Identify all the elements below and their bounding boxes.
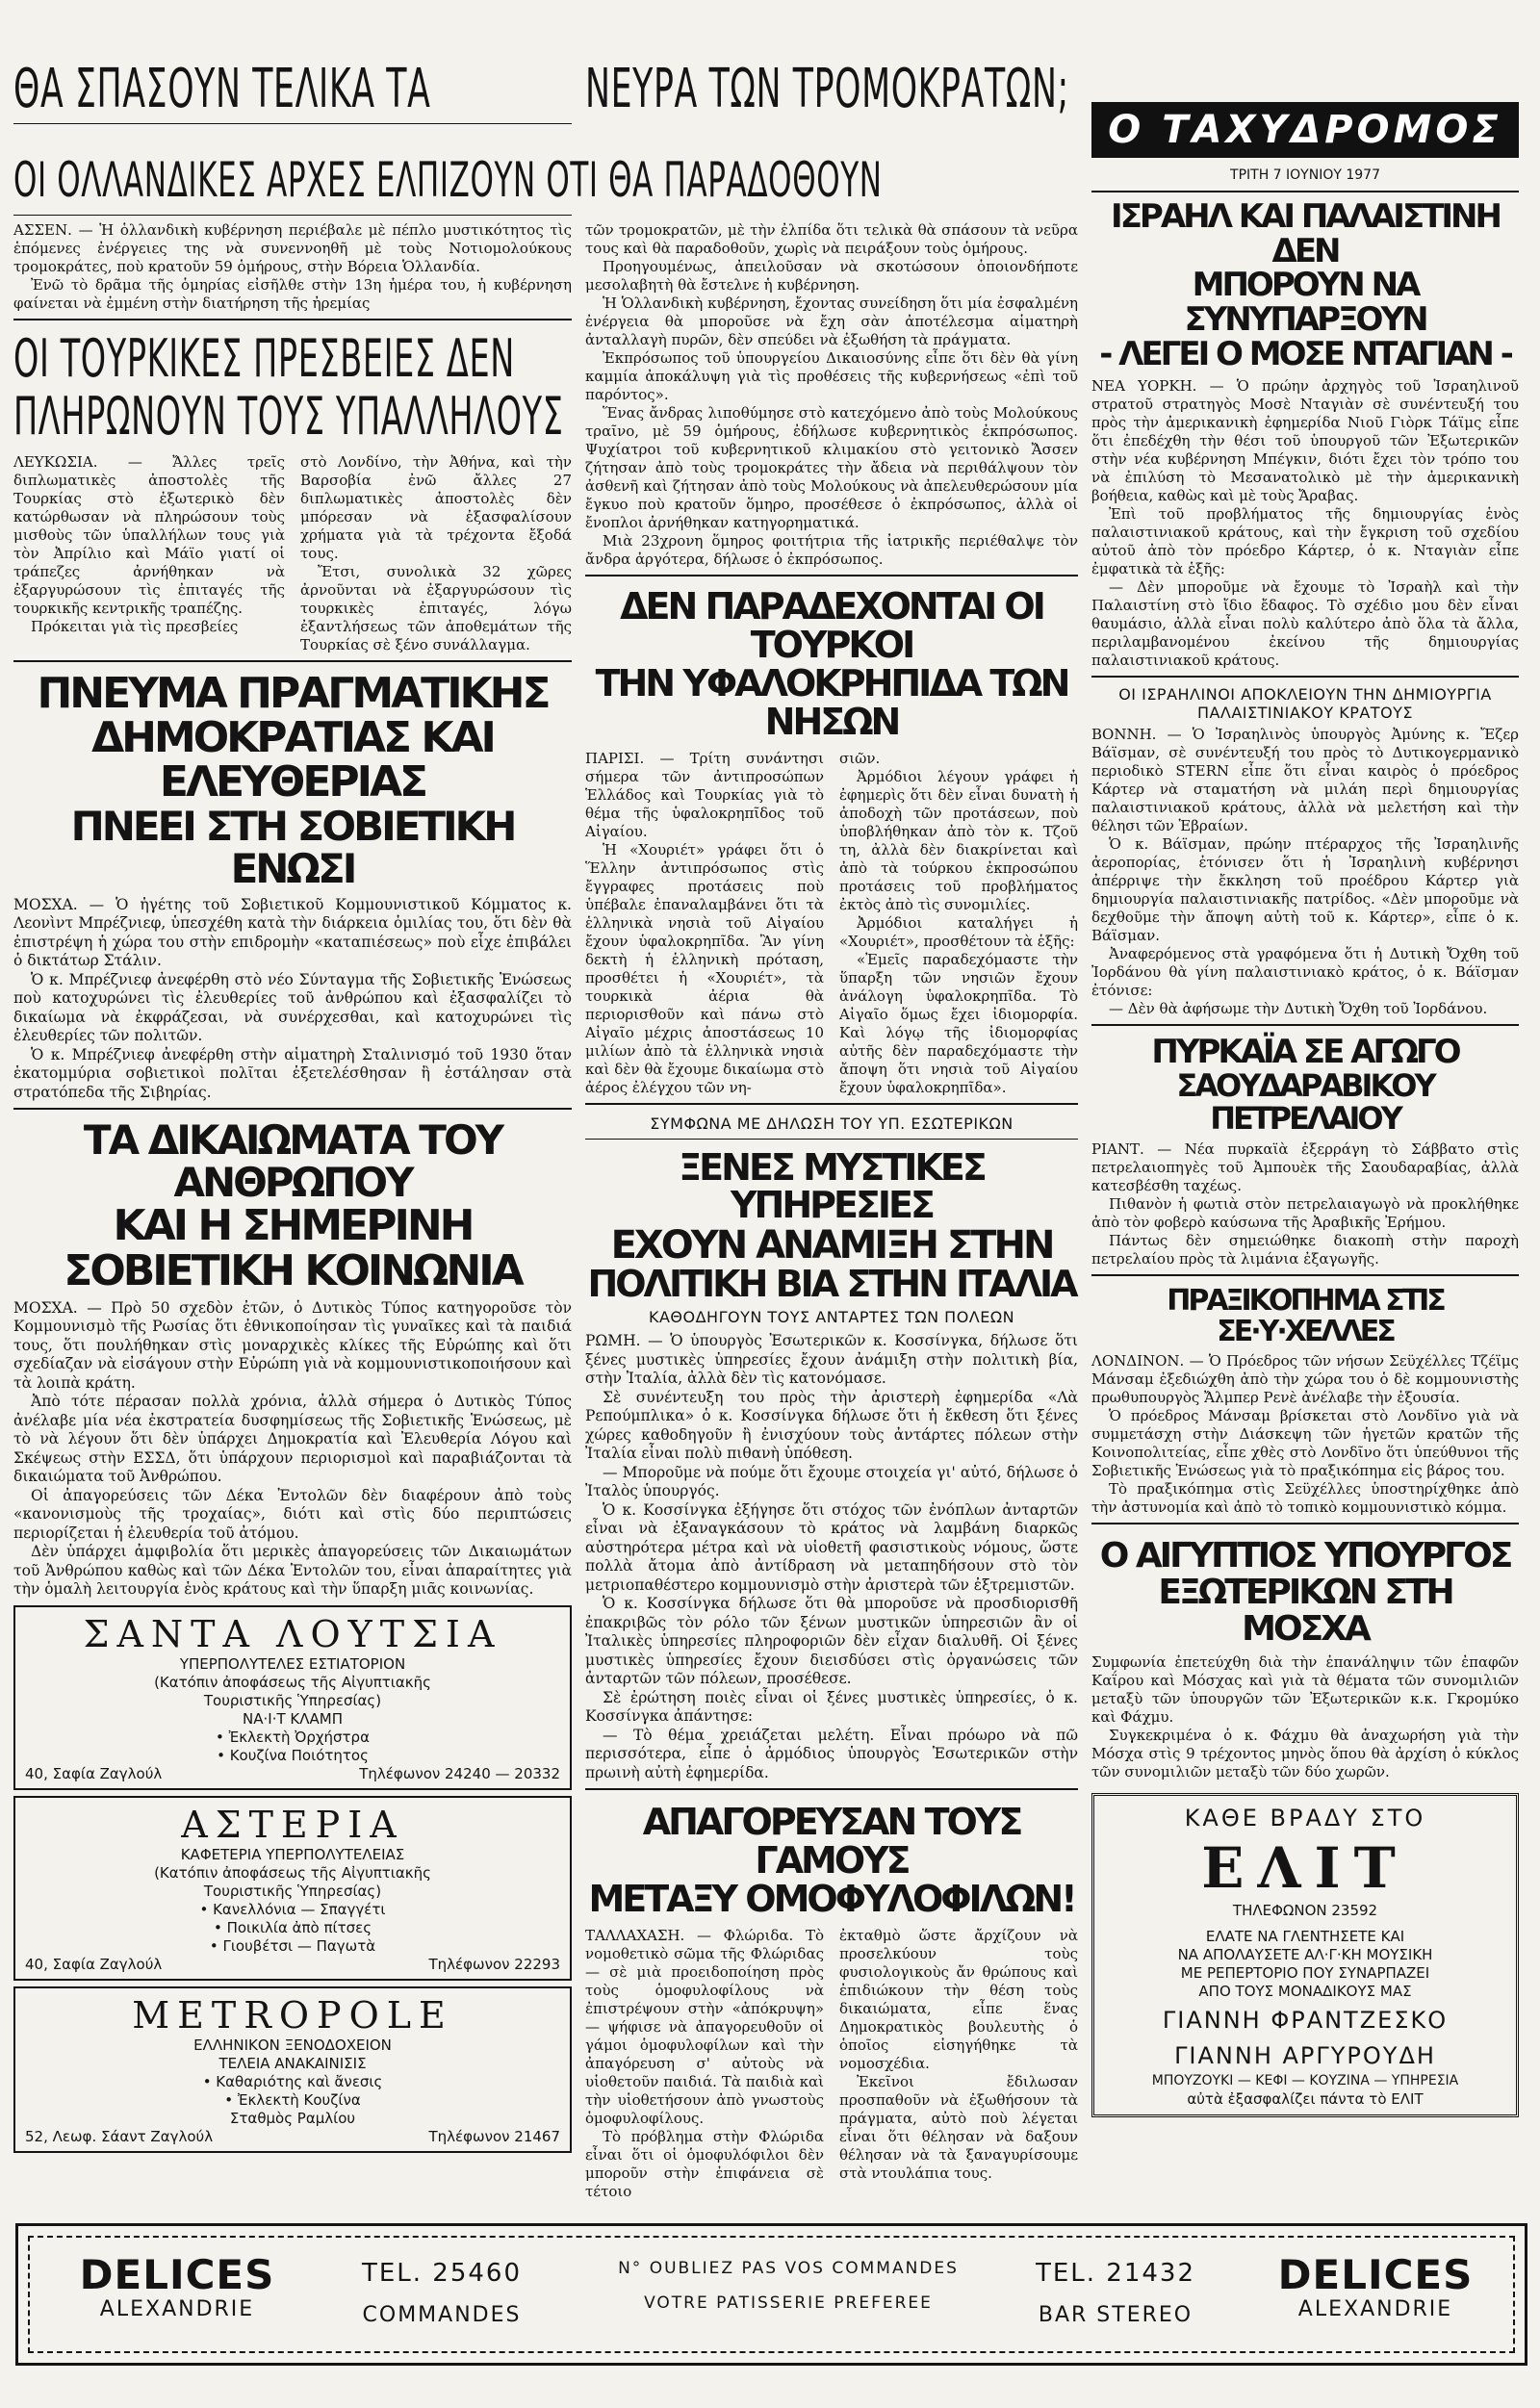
ad-line: ΑΠΟ ΤΟΥΣ ΜΟΝΑΔΙΚΟΥΣ ΜΑΣ bbox=[1198, 1982, 1412, 2000]
ad-phone: ΤΗΛΕΦΩΝΟΝ 23592 bbox=[1232, 1901, 1378, 1919]
article-seychelles-p1: ΛΟΝΔΙΝΟΝ. — Ὁ Πρόεδρος τῶν νήσων Σεϋχέλλες Τζέϊμς Μάνσαμ ἐξεδιώχθη ἀπὸ τὴν χώρα του ὁ δὲ κομμουνιστὴς πρωθυπουργὸς Ἄλμπερ Ρενὲ ἀνέλαβε τὴν ἐξουσία. bbox=[1091, 1352, 1519, 1407]
article-embassies-right: στὸ Λονδίνο, τὴν Ἀθήνα, καὶ τὴν Βαρσοβία ἐνῶ ἄλλες 27 διπλωματικὲς ἀποστολὲς δὲν μπόρεσαν νὰ ἐξασφαλίσουν χρήματα γιὰ τὰ τρέχοντα ἔξοδά τους. bbox=[300, 453, 572, 562]
headline-fire-2: ΣΑΟΥΔΑΡΑΒΙΚΟΥ ΠΕΤΡΕΛΑΙΟΥ bbox=[1176, 1067, 1434, 1137]
banner-phone-2: TEL. 21432 bbox=[1035, 2259, 1196, 2288]
ad-line: ΥΠΕΡΠΟΛΥΤΕΛΕΣ ΕΣΤΙΑΤΟΡΙΟΝ bbox=[179, 1654, 406, 1673]
divider bbox=[585, 575, 1078, 576]
ad-line: Τουριστικῆς Ὑπηρεσίας) bbox=[203, 1691, 382, 1709]
headline-democracy-2: ΔΗΜΟΚΡΑΤΙΑΣ ΚΑΙ ΕΛΕΥΘΕΡΙΑΣ bbox=[91, 713, 494, 807]
ad-line: ΚΑΦΕΤΕΡΙΑ ΥΠΕΡΠΟΛΥΤΕΛΕΙΑΣ bbox=[180, 1845, 405, 1863]
article-dutch-cont: τῶν τρομοκρατῶν, μὲ τὴν ἐλπίδα ὅτι τελικὰ θὰ σπάσουν τὰ νεῦρα τους καὶ θὰ παραδοθοῦν, χωρὶς νὰ πειράξουν τοὺς ὁμήρους. bbox=[585, 221, 1078, 257]
article-weizman-p1: ΒΟΝΝΗ. — Ὁ Ἰσραηλινὸς ὑπουργὸς Ἀμύνης κ. Ἔζερ Βάϊσμαν, σὲ συνέντευξή του πρὸς τὸ Δυτικογερμανικὸ περιοδικὸ STERN εἶπε ὅτι εἶναι καιρὸς ὁ πρόεδρος Κάρτερ νὰ σταματήση νὰ μιλάη περὶ δημιουργίας παλαιστινιακοῦ κράτους, ἀλλὰ νὰ μελετήση καὶ τὴν θέλησι τῶν Ἑβραίων. bbox=[1091, 726, 1519, 835]
headline-rights-1: ΤΑ ΔΙΚΑΙΩΜΑΤΑ ΤΟΥ ΑΝΘΡΩΠΟΥ bbox=[83, 1116, 502, 1207]
ad-line: • Ἐκλεκτὴ Κουζίνα bbox=[224, 2090, 361, 2109]
article-egypt-p1: Συμφωνία ἐπετεύχθη διὰ τὴν ἐπανάληψιν τῶν ἐπαφῶν Καΐρου καὶ Μόσχας καὶ γιὰ τὰ θέματα τῶν συνομιλιῶν μεταξὺ τῶν ὑπουργῶν τῶν Ἐξωτερικῶν κ.κ. Γκρομύκο καὶ Φάχμυ. bbox=[1091, 1652, 1519, 1726]
ad-phone: Τηλέφωνον 21467 bbox=[428, 2127, 560, 2145]
headline-israelis-reject: ΟΙ ΙΣΡΑΗΛΙΝΟΙ ΑΠΟΚΛΕΙΟΥΝ ΤΗΝ ΔΗΜΙΟΥΡΓΙΑ ΠΑΛΑΙΣΤΙΝΙΑΚΟΥ ΚΡΑΤΟΥΣ bbox=[1118, 685, 1492, 723]
article-dutch-p2: Προηγουμένως, ἀπειλοῦσαν νὰ σκοτώσουν ὁποιονδήποτε μεσολαβητὴ θὰ ἔστελνε ἡ κυβέρνηση. bbox=[585, 258, 1078, 294]
article-embassies-left: ΛΕΥΚΩΣΙΑ. — Ἄλλες τρεῖς διπλωματικὲς ἀποστολὲς τῆς Τουρκίας στὸ ἐξωτερικὸ δὲν κατώρθωσαν νὰ πληρώσουν τοὺς μισθοὺς τῶν ὑπαλλήλων τους γιὰ τὸν Ἀπρίλιο καὶ Μάϊο γιατί οἱ τράπεζες ἀρνήθηκαν νὰ ἐξαργυρώσουν τὶς ἐπιταγές τῆς τουρκικῆς κεντρικῆς τραπέζης. bbox=[13, 453, 285, 617]
ad-line: ΜΠΟΥΖΟΥΚΙ — ΚΕΦΙ — ΚΟΥΖΙΝΑ — ΥΠΗΡΕΣΙΑ bbox=[1151, 2072, 1459, 2088]
ad-line: ΤΕΛΕΙΑ ΑΝΑΚΑΙΝΙΣΙΣ bbox=[218, 2054, 367, 2072]
headline-italy-1: ΞΕΝΕΣ ΜΥΣΤΙΚΕΣ ΥΠΗΡΕΣΙΕΣ bbox=[679, 1145, 985, 1227]
article-marriage-left-2: Τὸ πρόβλημα στὴν Φλώριδα εἶναι ὅτι οἱ ὁμοφυλόφιλοι δὲν μποροῦν στὴν ἐπιφάνεια σὲ τέτοιο bbox=[585, 2127, 824, 2200]
headline-aegean-2: ΤΗΝ ΥΦΑΛΟΚΡΗΠΙΔΑ ΤΩΝ ΝΗΣΩΝ bbox=[595, 661, 1068, 743]
headline-israel-2: ΜΠΟΡΟΥΝ ΝΑ ΣΥΝΥΠΑΡΞΟΥΝ bbox=[1184, 266, 1426, 340]
headline-marriage-2: ΜΕΤΑΞΥ ΟΜΟΦΥΛΟΦΙΛΩΝ! bbox=[588, 1878, 1075, 1921]
headline-2: ΟΙ ΟΛΛΑΝΔΙΚΕΣ ΑΡΧΕΣ ΕΛΠΙΖΟΥΝ ΟΤΙ ΘΑ ΠΑΡΑΔΟΘΟΥΝ bbox=[13, 152, 883, 208]
article-italy-p4: Ὁ κ. Κοσσίνγκα ἐξήγησε ὅτι στόχος τῶν ἐνόπλων ἀνταρτῶν εἶναι νὰ ἐξαναγκάσουν τὸ κράτος νὰ λαμβάνη διαρκῶς αὐστηρότερα μέτρα καὶ νὰ υἱοθετῆ φασιστικοὺς νόμους, ὥστε πολλὰ ἄτομα ἀπὸ ἀντίδραση νὰ μεταπηδήσουν στὸ τὸν μετριοπαθέστερο κομμουνισμὸ στὴν ἀριστερὰ τῶν ἐξτρεμιστῶν. bbox=[585, 1500, 1078, 1594]
article-democracy-p1: ΜΟΣΧΑ. — Ὁ ἡγέτης τοῦ Σοβιετικοῦ Κομμουνιστικοῦ Κόμματος κ. Λεονὶντ Μπρέζνιεφ, ὑπεσχέθη κατὰ τὴν διάρκεια ὁμιλίας του, ὅτι δὲν θὰ ἐπιστρέψη ἡ χώρα του στὴν επιδρομὴν «καταπιέσεως» ποὺ εἶχε ἐπιβάλει ὁ δικτάτωρ Στάλιν. bbox=[13, 895, 572, 970]
banner-city-left: ALEXANDRIE bbox=[99, 2297, 255, 2321]
article-rights-p3: Οἱ ἀπαγορεύσεις τῶν Δέκα Ἐντολῶν δὲν διαφέρουν ἀπὸ τοὺς «κανονισμοὺς τῆς τροχαίας», διότι καὶ στὶς δύο περιπτώσεις περιορίζεται ἡ ἐλευθερία τοῦ ἀτόμου. bbox=[13, 1486, 572, 1542]
headline-marriage-1: ΑΠΑΓΟΡΕΥΣΑΝ ΤΟΥΣ ΓΑΜΟΥΣ bbox=[642, 1801, 1021, 1883]
ad-line: • Ἐκλεκτὴ Ὀρχήστρα bbox=[216, 1728, 370, 1746]
article-egypt-p2: Συγκεκριμένα ὁ κ. Φάχμυ θὰ ἀναχωρήση γιὰ τὴν Μόσχα στὶς 9 τρέχοντος μηνὸς ὅπου θὰ ἀρχίση ὁ κύκλος τῶν συνομιλιῶν μεταξὺ τῶν δύο χωρῶν. bbox=[1091, 1726, 1519, 1780]
banner-middle-2: VOTRE PATISSERIE PREFEREE bbox=[644, 2293, 933, 2313]
ad-title: METROPOLE bbox=[132, 1993, 453, 2037]
ad-line: (Κατόπιν ἀποφάσεως τῆς Αἰγυπτιακῆς bbox=[154, 1673, 431, 1691]
article-italy-p1: ΡΩΜΗ. — Ὁ ὑπουργὸς Ἐσωτερικῶν κ. Κοσσίνγκα, δήλωσε ὅτι ξένες μυστικὲς ὑπηρεσίες ἔχουν ἀνάμιξη στὴν πολιτικὴ βία, στὴν Ἰταλία, ἀλλὰ δὲν τὶς κατονόμασε. bbox=[585, 1332, 1078, 1388]
article-embassies-left-2: Πρόκειται γιὰ τὶς πρεσβείες bbox=[31, 618, 239, 635]
ad-delices-banner bbox=[15, 2223, 1527, 2366]
ad-phone: Τηλέφωνον 22293 bbox=[428, 1955, 560, 1973]
ad-title: ΣΑΝΤΑ ΛΟΥΤΣΙΑ bbox=[83, 1612, 502, 1655]
article-rights-p1: ΜΟΣΧΑ. — Πρὸ 50 σχεδὸν ἐτῶν, ὁ Δυτικὸς Τύπος κατηγοροῦσε τὸν Κομμουνισμὸ τῆς Ρωσίας ὅτι ἐθνικοποίησαν τὶς γυναῖκες καὶ τὰ παιδιά τους, ὅτι πουλήθηκαν στὶς μοναρχικὲς κλίκες τῆς Εὐρώπης καὶ ὅτι σχεδίαζαν νὰ εἰσάγουν στὴν Εὐρώπη γιὰ νὰ κομμουνιστικοποιήσουν καὶ τὰ λοιπὰ κράτη. bbox=[13, 1298, 572, 1392]
article-democracy-p2: Ὁ κ. Μπρέζνιεφ ἀνεφέρθη στὸ νέο Σύνταγμα τῆς Σοβιετικῆς Ἑνώσεως ποὺ κατοχυρώνει τὶς ἐλευθερίες τοῦ ἀνθρώπου καὶ ἐξασφαλίζει τὸ δικαίωμα νὰ ἐκφράζεσαι, νὰ συνέρχεσθαι, καὶ κατοχυρώνει τὶς ἐλευθερίες τῶν πολιτῶν. bbox=[13, 970, 572, 1045]
article-aegean-left-2: Ἡ «Χουριέτ» γράφει ὅτι ὁ Ἕλλην ἀντιπρόσωπος στὶς ἔγγραφες προτάσεις ποὺ ὑπέβαλε ἐπαναλαμβάνει ὅτι τὰ ἑλληνικὰ νησιὰ τοῦ Αἰγαίου ἔχουν ὑφαλοκρηπῖδα. Ἂν γίνη δεκτὴ ἡ ἑλληνικὴ πρόταση, προσθέτει ἡ «Χουριέτ», τὰ τουρκικὰ ἀέρια θὰ περιορισθοῦν καὶ πάνω στὸ Αἰγαῖο μέχρις ἀποστάσεως 10 μιλίων ἀπὸ τὰ ἑλληνικὰ νησιὰ καὶ δὲν θὰ ἔχουμε δικαίωμα στὸ ἀέρος ἐλέγχου τῶν νη- bbox=[585, 840, 824, 1096]
article-italy-p2: Σὲ συνέντευξη του πρὸς τὴν ἀριστερὴ ἐφημερίδα «Λὰ Ρεπούμπλικα» ὁ κ. Κοσσίνγκα δήλωσε ὅτι ἡ ἔκθεση ὅτι ξένες χώρες καθοδηγοῦν ἢ ἐνισχύουν τοὺς ἀντάρτες πόλεων στὴν Ἰταλία εἶναι πολὺ πιθανὴ ὑπόθεση. bbox=[585, 1388, 1078, 1463]
article-rights-p4: Δὲν ὑπάρχει ἀμφιβολία ὅτι μερικὲς ἀπαγορεύσεις τῶν Δικαιωμάτων τοῦ Ἀνθρώπου καθὼς καὶ τῶν Δέκα Ἐντολῶν του, εἶναι ἀπαραίτητες γιὰ τὴν ὁμαλὴ λειτουργία ἑνὸς κράτους καὶ τὴν ὕπαρξη μιᾶς κοινωνίας. bbox=[13, 1543, 572, 1599]
divider bbox=[585, 1103, 1078, 1105]
article-democracy-p3: Ὁ κ. Μπρέζνιεφ ἀνεφέρθη στὴν αἱματηρὴ Σταλινισμό τοῦ 1930 ὅταν ἑκατομμύρια σοβιετικοὶ πολῖται ἐξετελέσθησαν ἢ ἐστάλησαν στὰ στρατόπεδα τῆς Σιβηρίας. bbox=[13, 1045, 572, 1101]
divider bbox=[585, 1788, 1078, 1790]
ad-line: • Ποικιλία ἀπὸ πίτσες bbox=[213, 1918, 372, 1936]
article-seychelles-p2: Ὁ πρόεδρος Μάνσαμ βρίσκεται στὸ Λονδῖνο γιὰ νὰ συμμετάσχη στὴν Διάσκεψη τῶν ἡγετῶν κρατῶν τῆς Κοινοπολιτείας, εἶπε χθὲς στὸ Λονδῖνο ὅτι ὑπεύθυνοι τῆς Σοβιετικῆς Ἑνώσεως γιὰ τὸ πραξικόπημα εἰς βάρος του. bbox=[1091, 1407, 1519, 1480]
headline-1b: ΝΕΥΡΑ ΤΩΝ ΤΡΟΜΟΚΡΑΤΩΝ; bbox=[585, 58, 1069, 120]
article-dutch-p5: Ἕνας ἄνδρας λιποθύμησε στὸ κατεχόμενο ἀπὸ τοὺς Μολούκους τραῖνο, μὲ 59 ὁμήρους, ἐδήλωσε κυβερνητικὸς ἐκπρόσωπος. Ψυχίατροι τοῦ κυβερνητικοῦ κλιμακίου στὸ γειτονικὸ Ἄσσεν ζήτησαν ἀπὸ τοὺς τρομοκράτες τὴν ἄδεια νὰ περιθάλψουν τὸν ἀσθενῆ καὶ ζήτησαν ἀπὸ τοὺς Μολούκους νὰ ἀπελευθερώσουν μία ἔγκυο ποὺ κρατοῦν ὅμηρο, προσέθεσε ὁ ἐκπρόσωπος, ἀλλὰ οἱ ἔνοπλοι ἀρνήθηκαν κατηγορηματικά. bbox=[585, 404, 1078, 531]
divider bbox=[13, 1108, 572, 1110]
ad-line: • Κουζίνα Ποιότητος bbox=[217, 1746, 369, 1764]
article-fire-p1: ΡΙΑΝΤ. — Νέα πυρκαϊὰ ἐξερράγη τὸ Σάββατο στὶς πετρελαιοπηγὲς τοῦ Ἀμπουὲκ τῆς Σαουδαραβίας, ἀλλὰ κατεσβέσθη ταχέως. bbox=[1091, 1140, 1519, 1195]
ad-line: Σταθμὸς Ραμλίου bbox=[229, 2109, 356, 2127]
ad-phone: Τηλέφωνον 24240 — 20332 bbox=[359, 1764, 560, 1782]
headline-israel-3: - ΛΕΓΕΙ Ο ΜΟΣΕ ΝΤΑΓΙΑΝ - bbox=[1099, 334, 1511, 373]
headline-1a: ΘΑ ΣΠΑΣΟΥΝ ΤΕΛΙΚΑ ΤΑ bbox=[13, 62, 431, 117]
article-dutch-text-2: Ἐνῶ τὸ δρᾶμα τῆς ὁμηρίας εἰσῆλθε στὴν 13η ἡμέρα του, ἡ κυβέρνηση φαίνεται νὰ ἐμμένη στὴν διατήρηση τῆς ἠρεμίας bbox=[13, 276, 572, 312]
headline-turkish-embassies-2: ΠΛΗΡΩΝΟΥΝ ΤΟΥΣ ΥΠΑΛΛΗΛΟΥΣ bbox=[13, 386, 564, 447]
ad-line: • Γιουβέτσι — Παγωτὰ bbox=[209, 1936, 376, 1955]
article-aegean-right-2: Ἀρμόδιοι λέγουν γράφει ἡ ἐφημερὶς ὅτι δὲν εἶναι δυνατὴ ἡ ἀποδοχὴ τῶν προτάσεων, ποὺ ὑποβλήθηκαν ἀπὸ τὸν κ. Τζοῦ τη, ἀλλὰ δὲν διακρίνεται καὶ ἀπὸ τὰ τούρκου ἐκπροσώπου προτάσεις τοῦ προβλήματος ἐκτὸς ἀπὸ τὶς συνομιλίες. bbox=[839, 767, 1078, 913]
divider bbox=[13, 215, 572, 216]
article-weizman-p3: Ἀναφερόμενος στὰ γραφόμενα ὅτι ἡ Δυτικὴ Ὄχθη τοῦ Ἰορδάνου θὰ γίνη παλαιστινιακὸ κράτος, ὁ κ. Βάϊσμαν ἐτόνισε: bbox=[1091, 945, 1519, 1000]
article-italy-p6: Σὲ ἐρώτηση ποιὲς εἶναι οἱ ξένες μυστικὲς ὑπηρεσίες, ὁ κ. Κοσσίνγκα ἀπάντησε: bbox=[585, 1688, 1078, 1726]
article-italy-p5: Ὁ κ. Κοσσίνγκα δήλωσε ὅτι θὰ μποροῦσε νὰ προσδιορισθῆ ἐπακριβῶς τὸν ρόλο τῶν ξένων μυστικῶν ὑπηρεσιῶν ἂν οἱ Ἰταλικὲς ὑπηρεσίες πληροφοριῶν δὲν εἶχαν διαλυθῆ. Οἱ ξένες μυστικὲς ὑπηρεσίες ἔχουν διεισδύσει στὶς ὀργανώσεις τῶν ἀνταρτῶν τῶν πόλεων, προσέθεσε. bbox=[585, 1595, 1078, 1688]
headline-italy-3: ΠΟΛΙΤΙΚΗ ΒΙΑ ΣΤΗΝ ΙΤΑΛΙΑ bbox=[587, 1263, 1076, 1306]
ad-line: ΝΑ·Ι·Τ ΚΛΑΜΠ bbox=[243, 1709, 343, 1728]
ad-artist: ΓΙΑΝΝΗ ΑΡΓΥΡΟΥΔΗ bbox=[1174, 2041, 1436, 2069]
ad-line: αὐτὰ ἐξασφαλίζει πάντα τὸ ΕΛΙΤ bbox=[1187, 2089, 1424, 2108]
ad-line: Τουριστικῆς Ὑπηρεσίας) bbox=[203, 1882, 382, 1900]
article-israel-p2: Ἐπὶ τοῦ προβλήματος τῆς δημιουργίας ἑνὸς παλαιστινιακοῦ κράτους, καὶ τὴν ἔγκριση τοῦ σχεδίου αὐτοῦ ἀπὸ τὸν πρόεδρο Κάρτερ, ὁ κ. Νταγιὰν εἶπε ἐμφατικὰ τὰ ἑξῆς: bbox=[1091, 505, 1519, 578]
divider bbox=[1091, 1024, 1519, 1026]
banner-phone-1: TEL. 25460 bbox=[361, 2259, 523, 2288]
headline-egypt-2: ΕΞΩΤΕΡΙΚΩΝ ΣΤΗ ΜΟΣΧΑ bbox=[1158, 1573, 1452, 1649]
banner-city-right: ALEXANDRIE bbox=[1297, 2297, 1453, 2321]
ad-address: 40, Σαφία Ζαγλούλ bbox=[25, 1764, 163, 1782]
divider bbox=[1091, 191, 1519, 192]
ad-elit bbox=[1091, 1793, 1519, 2117]
divider bbox=[1091, 676, 1519, 678]
ad-line: ΕΛΑΤΕ ΝΑ ΓΛΕΝΤΗΣΕΤΕ ΚΑΙ bbox=[1205, 1927, 1405, 1945]
ad-line: • Κανελλόνια — Σπαγγέτι bbox=[199, 1900, 386, 1918]
ad-metropole bbox=[13, 1986, 572, 2153]
headline-rights-2: ΚΑΙ Η ΣΗΜΕΡΙΝΗ bbox=[113, 1201, 473, 1251]
article-aegean-right-3: Ἀρμόδιοι καταλήγει ἡ «Χουριέτ», προσθέτουν τὰ ἑξῆς: bbox=[839, 913, 1078, 950]
article-marriage-left: ΤΑΛΛΑΧΑΣΗ. — Φλώριδα. Τὸ νομοθετικὸ σῶμα τῆς Φλώριδας — σὲ μιὰ προειδοποίηση πρὸς τοὺς ὁμοφυλοφίλους νὰ ἐπιστρέψουν στὴν «ἀπόκρυψη» — ψήφισε νὰ ἀπαγορευθοῦν οἱ γάμοι ὁμοφυλοφίλων καὶ τὴν ἀπαγόρευση σ' αὐτοὺς νὰ υἱοθετοῦν παιδιά. Τὰ παιδιὰ καὶ τὴν υἱοθετήσουν ἀπὸ γνωστοὺς ὁμοφυλοφίλους. bbox=[585, 1926, 824, 2127]
ad-line: ΝΑ ΑΠΟΛΑΥΣΕΤΕ ΑΛ·Γ·ΚΗ ΜΟΥΣΙΚΗ bbox=[1177, 1945, 1433, 1963]
column-right bbox=[1091, 0, 1519, 2117]
headline-israel-1: ΙΣΡΑΗΛ ΚΑΙ ΠΑΛΑΙΣΤΙΝΗ ΔΕΝ bbox=[1111, 197, 1500, 270]
kicker-interior: ΣΥΜΦΩΝΑ ΜΕ ΔΗΛΩΣΗ ΤΟΥ ΥΠ. ΕΣΩΤΕΡΙΚΩΝ bbox=[650, 1114, 1014, 1133]
headline-fire-1: ΠΥΡΚΑΪΑ ΣΕ ΑΓΩΓΟ bbox=[1151, 1033, 1459, 1072]
divider bbox=[13, 660, 572, 662]
article-dutch-p6: Μιὰ 23χρονη ὅμηρος φοιτήτρια τῆς ἰατρικῆς περιέθαλψε τὸν ἄνδρα ἀργότερα, δήλωσε ὁ ἐκπρόσωπος. bbox=[585, 532, 1078, 568]
article-dutch-text: ΑΣΣΕΝ. — Ἡ ὁλλανδικὴ κυβέρνηση περιέβαλε μὲ πέπλο μυστικότητος τὶς ἑπόμενες ἐνέργειες της νὰ συνεννοηθῆ μὲ τοὺς Νοτιομολούκους τρομοκράτες, ποὺ κρατοῦν 59 ὁμήρους, στὴν Βόρεια Ὁλλανδία. bbox=[13, 221, 572, 275]
article-marriage-right-2: Ἐκεῖνοι ἔδιλωσαν προσπαθοῦν νὰ ἐξωθήσουν τὰ πράγματα, αὐτὸ ποὺ λέγεται εἶναι ὅτι θέλησαν νὰ δαξουν θέλησαν νὰ τὰ ξαναγυρίσουμε στὰ ντουλάπια τους. bbox=[839, 2072, 1078, 2182]
article-fire-p2: Πιθανὸν ἡ φωτιὰ στὸν πετρελαιαγωγὸ νὰ προκλήθηκε ἀπὸ τὸν φοβερὸ καύσωνα τῆς Ἀραβικῆς Ἐρήμου. bbox=[1091, 1195, 1519, 1232]
ad-asteria bbox=[13, 1796, 572, 1981]
article-dutch-p3: Ἡ Ὁλλανδικὴ κυβέρνηση, ἔχοντας συνείδηση ὅτι μία ἐσφαλμένη ἐνέργεια θὰ μποροῦσε νὰ ἔχη σὰν ἀποτέλεσμα αἱματηρὴ ἀνταλλαγὴ πυρῶν, δὲν σπεύδει νὰ ἐξωθήση τὰ πράγματα. bbox=[585, 295, 1078, 348]
banner-brand-right: DELICES bbox=[1277, 2251, 1474, 2298]
article-italy-p7: — Τὸ θέμα χρειάζεται μελέτη. Εἶναι πρόωρο νὰ πῶ περισσότερα, εἶπε ὁ ἀρμόδιος ὑπουργὸς Ἐσωτερικῶν στὴν πρωινὴ αὐτὴ ἐφημερίδα. bbox=[585, 1726, 1078, 1781]
article-embassies-right-2: Ἔτσι, συνολικὰ 32 χῶρες ἀρνοῦνται νὰ ἐξαργυρώσουν τὶς τουρκικὲς ἐπιταγές, λόγω ἐξαντλήσεως τῶν ἀποθεμάτων τῆς Τουρκίας σὲ ξένο συνάλλαγμα. bbox=[300, 563, 572, 653]
article-italy-p3: — Μποροῦμε νὰ πούμε ὅτι ἔχουμε στοιχεία γι' αὐτό, δήλωσε ὁ Ἰταλὸς ὑπουργός. bbox=[585, 1463, 1078, 1500]
article-marriage-right: ἐκταθμὸ ὥστε ἄρχίζουν νὰ προσελκύουν τοὺς φυσιολογικοὺς ἄν θρώπους καὶ ἐπιδιώκουν τὴν θέση τοὺς δικαιώματα, εἶπε ἕνας Δημοκρατικὸς βουλευτὴς ὁ ὁποῖος εἰσηγήθηκε τὰ νομοσχέδια. bbox=[839, 1926, 1078, 2072]
article-aegean-left: ΠΑΡΙΣΙ. — Τρίτη συνάντησι σήμερα τῶν ἀντιπροσώπων Ἑλλάδος καὶ Τουρκίας γιὰ τὸ θέμα τῆς ὑφαλοκρηπῖδος τοῦ Αἰγαίου. bbox=[585, 749, 824, 840]
ad-line: ΜΕ ΡΕΠΕΡΤΟΡΙΟ ΠΟΥ ΣΥΝΑΡΠΑΖΕΙ bbox=[1180, 1963, 1430, 1982]
headline-democracy-3: ΠΝΕΕΙ ΣΤΗ ΣΟΒΙΕΤΙΚΗ ΕΝΩΣΙ bbox=[70, 802, 515, 892]
article-israel-p3: — Δὲν μποροῦμε νὰ ἔχουμε τὸ Ἰσραὴλ καὶ τὴν Παλαιστίνη στὸ ἴδιο ἔδαφος. Τὸ σχέδιο μου δὲν εἶναι θαυμάσιο, ἀλλὰ εἶναι πολὺ καλύτερο ἀπὸ ὅλα τὰ ἄλλα, περιλαμβανομένου ἐκείνου τῆς δημιουργίας παλαιστινιακοῦ κράτους. bbox=[1091, 578, 1519, 670]
article-rights-p2: Ἀπὸ τότε πέρασαν πολλὰ χρόνια, ἀλλὰ σήμερα ὁ Δυτικὸς Τύπος ἀνέλαβε μία νέα ἐκστρατεία δυσφημίσεως τῆς Σοβιετικῆς Ἑνώσεως, μὲ τὸ νὰ λέγουν ὅτι δὲν ὑπάρχει Δημοκρατία καὶ Ἐλευθερία Λόγου καὶ Σκέψεως στὴν ΕΣΣΔ, ὅτι ὑπάρχουν περιορισμοὶ καὶ παραβιάζονται τὰ δικαιώματα τοῦ Ἀνθρώπου. bbox=[13, 1393, 572, 1486]
divider bbox=[13, 319, 572, 320]
banner-commandes: COMMANDES bbox=[362, 2303, 522, 2327]
divider bbox=[1091, 1274, 1519, 1276]
headline-aegean-1: ΔΕΝ ΠΑΡΑΔΕΧΟΝΤΑΙ ΟΙ ΤΟΥΡΚΟΙ bbox=[620, 585, 1043, 666]
masthead-logo: Ο ΤΑΧΥΔΡΟΜΟΣ bbox=[1091, 102, 1519, 158]
headline-rights-3: ΣΟΒΙΕΤΙΚΗ ΚΟΙΝΩΝΙΑ bbox=[64, 1245, 522, 1295]
headline-seychelles: ΠΡΑΞΙΚΟΠΗΜΑ ΣΤΙΣ ΣΕ·Υ·ΧΕΛΛΕΣ bbox=[1167, 1284, 1444, 1348]
headline-egypt-1: Ο ΑΙΓΥΠΤΙΟΣ ΥΠΟΥΡΓΟΣ bbox=[1099, 1536, 1511, 1576]
article-dutch-p4: Ἐκπρόσωπος τοῦ ὑπουργείου Δικαιοσύνης εἶπε ὅτι δὲν θὰ γίνη καμμία ἀποκάλυψη γιὰ τὶς προθέσεις τῆς κυβερνήσεως «ἐπὶ τοῦ παρόντος». bbox=[585, 349, 1078, 403]
divider bbox=[585, 1139, 1078, 1140]
ad-title: ΑΣΤΕΡΙΑ bbox=[181, 1803, 404, 1846]
ad-address: 52, Λεωφ. Σάαντ Ζαγλούλ bbox=[25, 2127, 214, 2145]
banner-middle-1: N° OUBLIEZ PAS VOS COMMANDES bbox=[618, 2259, 959, 2278]
ad-artist: ΓΙΑΝΝΗ ΦΡΑΝΤΖΕΣΚΟ bbox=[1162, 2006, 1449, 2034]
ad-title: ΕΛΙΤ bbox=[1201, 1834, 1409, 1901]
article-aegean-right: σιῶν. bbox=[839, 749, 881, 767]
article-weizman-p4: — Δὲν θὰ ἀφήσωμε τὴν Δυτικὴ Ὄχθη τοῦ Ἰορδάνου. bbox=[1109, 1000, 1488, 1018]
article-fire-p3: Πάντως δὲν σημειώθηκε διακοπὴ στὴν παροχὴ πετρελαίου πρὸς τὰ λιμάνια ἐξαγωγῆς. bbox=[1091, 1232, 1519, 1268]
article-israel-p1: ΝΕΑ ΥΟΡΚΗ. — Ὁ πρώην ἀρχηγὸς τοῦ Ἰσραηλινοῦ στρατοῦ στρατηγὸς Μοσὲ Νταγιὰν σὲ συνέντευξή του πρὸς τὴν ἀμερικανικὴ ἐφημερίδα Νιοῦ Γιὸρκ Τάϊμς εἶπε ὅτι ἐπεδέχθη τὴν θέσι τοῦ ὑπουργοῦ τῶν Ἐξωτερικῶν στὴν νέα κυβέρνηση Μπέγκιν, διότι ἔχει τὸν τρόπο του νὰ ἐπιλύση τὸ Μεσανατολικὸ μὲ τὴν ἀμερικανικὴ βοήθεια, καθὼς καὶ μὲ τοὺς Ἄραβας. bbox=[1091, 377, 1519, 505]
ad-santa-lucia bbox=[13, 1605, 572, 1790]
column-middle bbox=[585, 0, 1078, 2201]
article-seychelles-p3: Τὸ πραξικόπημα στὶς Σεϋχέλλες ὑποστηρίχθηκε ἀπὸ τὴν ἀστυνομία καὶ ἀπὸ τὸ τοπικὸ κομμουνιστικὸ κόμμα. bbox=[1091, 1480, 1519, 1517]
headline-italy-2: ΕΧΟΥΝ ΑΝΑΜΙΞΗ ΣΤΗΝ bbox=[610, 1223, 1053, 1268]
banner-bar: BAR STEREO bbox=[1038, 2303, 1194, 2327]
divider bbox=[1091, 1523, 1519, 1524]
article-weizman-p2: Ὁ κ. Βάϊσμαν, πρώην πτέραρχος τῆς Ἰσραηλινῆς ἀεροπορίας, ἐτόνισεν ὅτι ἡ Ἰσραηλινὴ κυβέρνησι ἀπέρριψε τὴν ἔκκληση τοῦ προέδρου Κάρτερ γιὰ δημιουργία παλαιστινιακῆς πατρίδος. «Δὲν μποροῦμε νὰ δεχθοῦμε τὴν ἄποψη αὐτὴ τοῦ κ. Κάρτερ», εἶπε ὁ κ. Βάϊσμαν. bbox=[1091, 835, 1519, 945]
masthead-date: ΤΡΙΤΗ 7 ΙΟΥΝΙΟΥ 1977 bbox=[1230, 167, 1380, 183]
headline-democracy-1: ΠΝΕΥΜΑ ΠΡΑΓΜΑΤΙΚΗΣ bbox=[37, 669, 549, 718]
ad-address: 40, Σαφία Ζαγλούλ bbox=[25, 1955, 163, 1973]
banner-brand-left: DELICES bbox=[79, 2251, 275, 2298]
ad-line: • Καθαριότης καὶ ἄνεσις bbox=[202, 2072, 383, 2090]
headline-turkish-embassies-1: ΟΙ ΤΟΥΡΚΙΚΕΣ ΠΡΕΣΒΕΙΕΣ ΔΕΝ bbox=[13, 328, 515, 389]
ad-line: ΚΑΘΕ ΒΡΑΔΥ ΣΤΟ bbox=[1184, 1804, 1426, 1832]
subhead-italy: ΚΑΘΟΔΗΓΟΥΝ ΤΟΥΣ ΑΝΤΑΡΤΕΣ ΤΩΝ ΠΟΛΕΩΝ bbox=[648, 1308, 1015, 1327]
divider bbox=[13, 123, 572, 124]
ad-line: (Κατόπιν ἀποφάσεως τῆς Αἰγυπτιακῆς bbox=[154, 1863, 431, 1882]
ad-line: ΕΛΛΗΝΙΚΟΝ ΞΕΝΟΔΟΧΕΙΟΝ bbox=[193, 2036, 392, 2054]
article-aegean-right-4: «Ἐμεῖς παραδεχόμαστε τὴν ὕπαρξη τῶν νησιῶν ἔχουν ἀνάλογη ὑφαλοκρηπῖδα. Τὸ Αἰγαῖο ὅμως ἔχει ἰδιομορφία. Καὶ λόγῳ τῆς ἰδιομορφίας αὐτῆς δὲν παραδεχόμαστε τὴν ἄποψη ὅτι νησιὰ τοῦ Αἰγαίου ἔχουν ὑφαλοκρηπῖδα». bbox=[839, 950, 1078, 1096]
